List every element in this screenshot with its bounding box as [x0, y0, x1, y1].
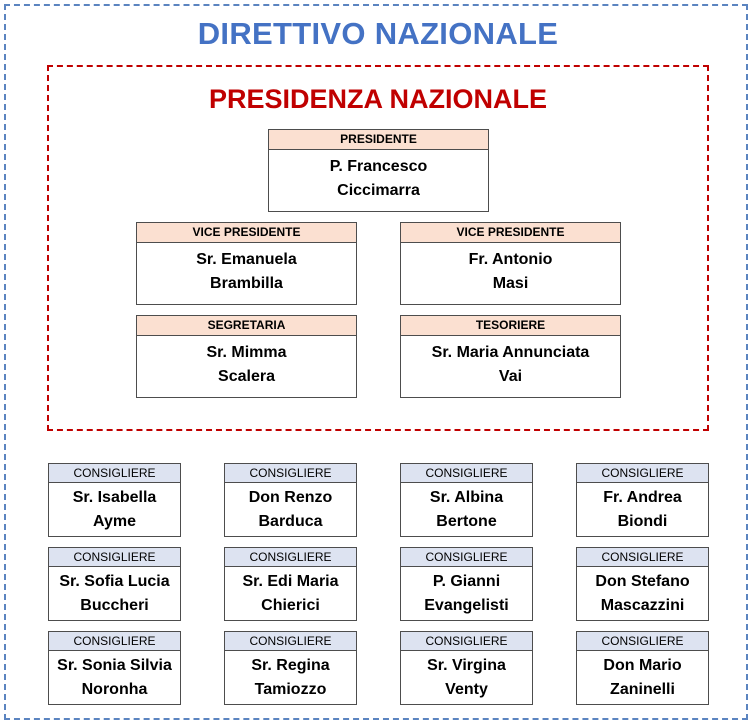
consigliere-name-line2: Buccheri	[80, 597, 149, 614]
officer-name	[269, 150, 488, 203]
officer-name	[137, 336, 356, 389]
consigliere-name-line1: Sr. Edi Maria	[242, 573, 339, 590]
officer-name-line2: Brambilla	[210, 275, 283, 292]
officer-role: VICE PRESIDENTE	[137, 223, 356, 243]
officer-box-presidente	[268, 129, 489, 212]
consigliere-box	[576, 547, 709, 621]
consigliere-box	[400, 463, 533, 537]
officer-box-tesoriere	[400, 315, 621, 398]
consigliere-box	[48, 631, 181, 705]
consigliere-box	[224, 631, 357, 705]
officer-name-line1: Sr. Mimma	[206, 344, 287, 361]
consigliere-role: CONSIGLIERE	[49, 548, 180, 567]
consigliere-name-line2: Noronha	[81, 681, 148, 698]
officer-box-vice-presidente-1	[136, 222, 357, 305]
consigliere-name-line2: Evangelisti	[424, 597, 509, 614]
consigliere-name-line1: Don Mario	[603, 657, 682, 674]
consigliere-name	[225, 483, 356, 534]
consigliere-role: CONSIGLIERE	[577, 632, 708, 651]
consigliere-name	[225, 567, 356, 618]
consigliere-name	[577, 483, 708, 534]
officer-name	[137, 243, 356, 296]
consigliere-name	[401, 651, 532, 702]
officer-name-line1: Fr. Antonio	[468, 251, 553, 268]
officer-name-line1: Sr. Emanuela	[196, 251, 297, 268]
consigliere-name-line1: Sr. Virgina	[427, 657, 506, 674]
consigliere-name-line2: Mascazzini	[600, 597, 685, 614]
officer-name-line2: Masi	[492, 275, 529, 292]
officer-name-line2: Ciccimarra	[337, 182, 420, 199]
consigliere-name-line1: Fr. Andrea	[603, 489, 682, 506]
page-title: DIRETTIVO NAZIONALE	[197, 16, 559, 51]
consigliere-name-line1: Sr. Sonia Silvia	[57, 657, 172, 674]
consigliere-name-line1: Don Renzo	[248, 489, 333, 506]
consigliere-name-line2: Venty	[445, 681, 488, 698]
officer-name-line1: P. Francesco	[329, 158, 428, 175]
officer-name	[401, 243, 620, 296]
consigliere-name-line2: Chierici	[261, 597, 320, 614]
consigliere-role: CONSIGLIERE	[49, 632, 180, 651]
consigliere-name	[49, 567, 180, 618]
consigliere-role: CONSIGLIERE	[225, 464, 356, 483]
consigliere-name-line2: Tamiozzo	[254, 681, 327, 698]
officer-name-line1: Sr. Maria Annunciata	[431, 344, 590, 361]
consigliere-role: CONSIGLIERE	[577, 464, 708, 483]
consigliere-box	[576, 631, 709, 705]
officer-box-vice-presidente-2	[400, 222, 621, 305]
consigliere-name	[401, 567, 532, 618]
consigliere-name	[49, 483, 180, 534]
consigliere-role: CONSIGLIERE	[577, 548, 708, 567]
consigliere-name-line1: Don Stefano	[595, 573, 690, 590]
consigliere-box	[48, 547, 181, 621]
consigliere-name-line2: Bertone	[436, 513, 497, 530]
consigliere-role: CONSIGLIERE	[225, 632, 356, 651]
consigliere-name-line2: Biondi	[617, 513, 668, 530]
consigliere-name	[577, 567, 708, 618]
officer-role: SEGRETARIA	[137, 316, 356, 336]
consigliere-role: CONSIGLIERE	[49, 464, 180, 483]
consigliere-name-line1: Sr. Albina	[429, 489, 504, 506]
consigliere-box	[224, 547, 357, 621]
consigliere-box	[224, 463, 357, 537]
officer-name-line2: Vai	[498, 368, 523, 385]
consigliere-name-line2: Zaninelli	[610, 681, 675, 698]
officer-name	[401, 336, 620, 389]
officer-role: VICE PRESIDENTE	[401, 223, 620, 243]
consigliere-name	[49, 651, 180, 702]
consigliere-role: CONSIGLIERE	[401, 464, 532, 483]
consigliere-name-line1: Sr. Regina	[251, 657, 330, 674]
presidenza-title: PRESIDENZA NAZIONALE	[208, 84, 547, 114]
consigliere-name	[225, 651, 356, 702]
consigliere-name-line2: Barduca	[258, 513, 323, 530]
officer-name-line2: Scalera	[218, 368, 275, 385]
consigliere-role: CONSIGLIERE	[401, 632, 532, 651]
consigliere-role: CONSIGLIERE	[225, 548, 356, 567]
officer-role: TESORIERE	[401, 316, 620, 336]
consigliere-name-line1: Sr. Isabella	[72, 489, 157, 506]
consigliere-name	[401, 483, 532, 534]
consigliere-box	[400, 547, 533, 621]
consigliere-box	[48, 463, 181, 537]
officer-role: PRESIDENTE	[269, 130, 488, 150]
officer-box-segretaria	[136, 315, 357, 398]
consigliere-box	[576, 463, 709, 537]
consigliere-name	[577, 651, 708, 702]
consigliere-box	[400, 631, 533, 705]
consigliere-name-line2: Ayme	[93, 513, 136, 530]
consigliere-name-line1: Sr. Sofia Lucia	[59, 573, 170, 590]
consigliere-role: CONSIGLIERE	[401, 548, 532, 567]
consigliere-name-line1: P. Gianni	[432, 573, 501, 590]
